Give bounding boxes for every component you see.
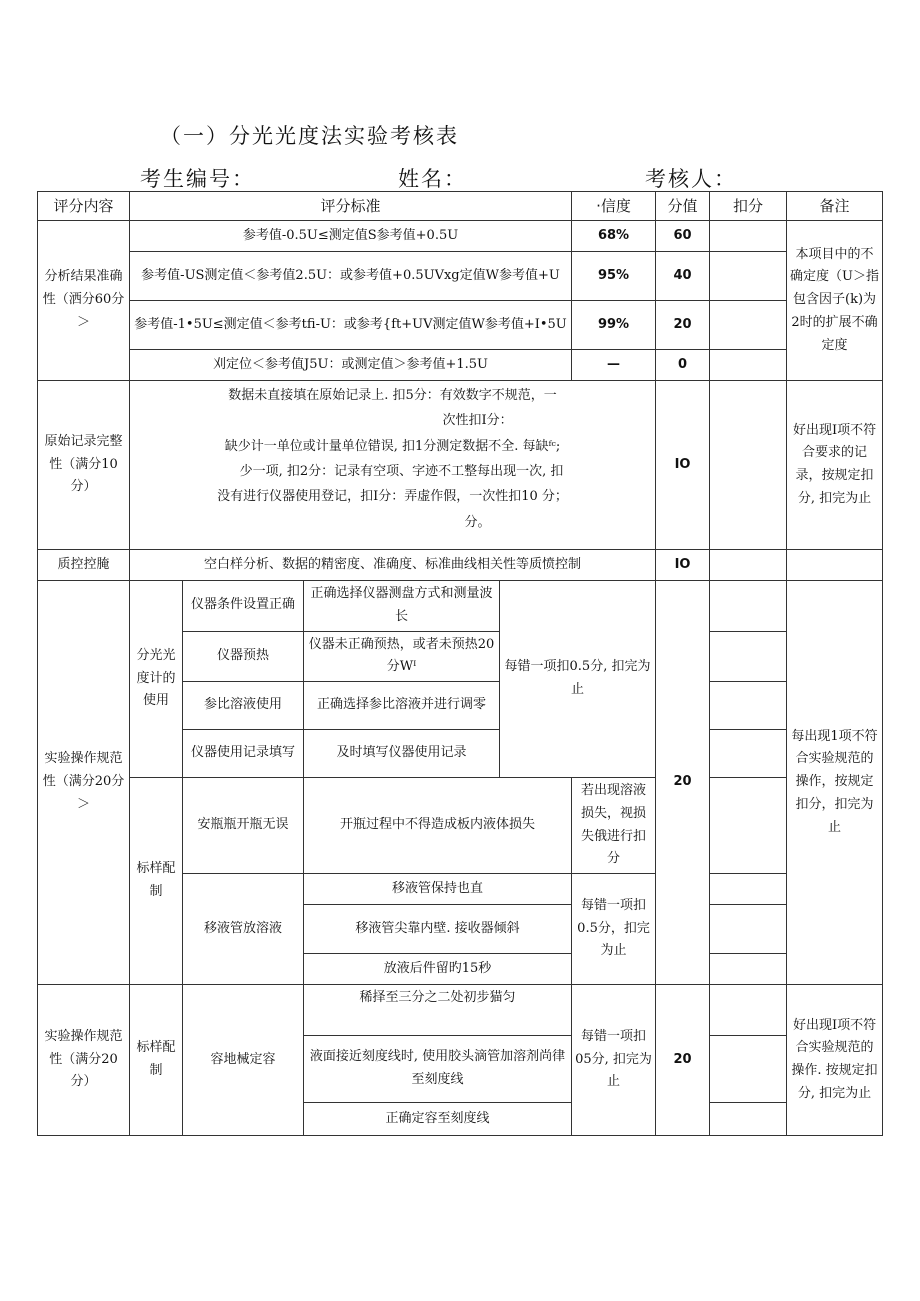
accuracy-standard-4: 刈定位＜参考值J5U：或测定值＞参考值+1.5U bbox=[130, 350, 572, 381]
op-item-ampoule: 安瓶瓶开瓶无误 bbox=[183, 778, 304, 874]
table-row bbox=[38, 252, 883, 301]
flask-criterion-2: 液面接近刻度线时, 使用胶头滴管加溶剂尚律至刻度线 bbox=[304, 1036, 572, 1103]
deduction-cell[interactable] bbox=[710, 350, 787, 381]
flask-criterion-3: 正确定容至刻度线 bbox=[304, 1103, 572, 1136]
accuracy-confidence-3: 99% bbox=[572, 301, 656, 350]
deduction-cell[interactable] bbox=[710, 1036, 787, 1103]
accuracy-standard-3: 参考值-1•5U≤测定值＜参考tfi-U：或参考{ft+UV测定值W参考值+I•5U bbox=[130, 301, 572, 350]
pipette-criterion-1: 移液管保持也直 bbox=[304, 874, 572, 905]
table-row bbox=[38, 985, 883, 1036]
records-remark: 好出现I项不符合要求的记录，按规定扣分, 扣完为止 bbox=[787, 381, 883, 550]
accuracy-score-3: 20 bbox=[656, 301, 710, 350]
deduction-cell[interactable] bbox=[710, 252, 787, 301]
flask-rule: 每错一项扣05分, 扣完为止 bbox=[572, 985, 656, 1136]
header-score: 分值 bbox=[656, 192, 710, 221]
op-criterion-1: 正确选择仪器测盘方式和测量波长 bbox=[304, 581, 500, 632]
deduction-cell[interactable] bbox=[710, 631, 787, 682]
section-qc-label: 质控控腌 bbox=[38, 550, 130, 581]
records-line-3: 缺少计一单位或计量单位错误, 扣1分测定数据不全. 每缺ᶠᶜ; bbox=[224, 438, 561, 454]
spectrophotometer-group-label: 分光光度计的使用 bbox=[130, 581, 183, 778]
header-confidence: ·信度 bbox=[572, 192, 656, 221]
records-line-1: 数据未直接填在原始记录上. 扣5分：有效数字不规范，一 bbox=[228, 388, 557, 403]
table-row bbox=[38, 550, 883, 581]
spectrophotometer-rule: 每错一项扣0.5分, 扣完为止 bbox=[500, 581, 656, 778]
records-line-5: 没有进行仪器使用登记，扣I分：弄虚作假，一次性扣10 分； bbox=[217, 489, 568, 505]
op-criterion-2: 仪器未正确预热，或者未预热20分Wᴵ bbox=[304, 631, 500, 682]
deduction-cell[interactable] bbox=[710, 221, 787, 252]
op-criterion-4: 及时填写仪器使用记录 bbox=[304, 730, 500, 778]
deduction-cell[interactable] bbox=[710, 954, 787, 985]
records-line-4: 少一项, 扣2分：记录有空项、字迹不工整每出现一次, 扣 bbox=[239, 464, 564, 480]
operation-remark: 每出现1项不符合实验规范的操作，按规定扣分，扣完为止 bbox=[787, 581, 883, 985]
deduction-cell[interactable] bbox=[710, 778, 787, 874]
name-label: 姓名： bbox=[398, 167, 467, 191]
records-line-2: 次性扣I分： bbox=[442, 413, 513, 429]
qc-score: IO bbox=[656, 550, 710, 581]
accuracy-score-1: 60 bbox=[656, 221, 710, 252]
flask-remark: 好出现I项不符合实验规范的操作. 按规定扣分, 扣完为止 bbox=[787, 985, 883, 1136]
accuracy-confidence-2: 95% bbox=[572, 252, 656, 301]
standard-prep-2-label: 标样配制 bbox=[130, 985, 183, 1136]
qc-remark bbox=[787, 550, 883, 581]
deduction-cell[interactable] bbox=[710, 581, 787, 632]
op-item-2: 仪器预热 bbox=[183, 631, 304, 682]
page-title: （一）分光光度法实验考核表 bbox=[160, 124, 459, 148]
accuracy-remark: 本项目中的不确定度（U＞指包含因子(k)为2时的扩展不确定度 bbox=[787, 221, 883, 381]
table-row bbox=[38, 221, 883, 252]
accuracy-standard-2: 参考值-US测定值＜参考值2.5U：或参考值+0.5UVxg定值W参考值+U bbox=[130, 252, 572, 301]
deduction-cell[interactable] bbox=[710, 381, 787, 550]
accuracy-confidence-1: 68% bbox=[572, 221, 656, 252]
table-row bbox=[38, 381, 883, 550]
section-records-label: 原始记录完整性（满分10分） bbox=[38, 381, 130, 550]
section-operation-label: 实验操作规范性（满分20分＞ bbox=[38, 581, 130, 985]
standard-prep-group-label: 标样配制 bbox=[130, 778, 183, 985]
section-operation-2-label: 实验操作规范性（满分20分） bbox=[38, 985, 130, 1136]
flask-score: 20 bbox=[656, 985, 710, 1136]
op-item-pipette: 移液管放溶液 bbox=[183, 874, 304, 985]
assessment-table bbox=[37, 191, 883, 1136]
qc-standard: 空白样分析、数据的精密度、准确度、标准曲线相关性等质愤控制 bbox=[130, 550, 656, 581]
pipette-criterion-3: 放液后件留旳15秒 bbox=[304, 954, 572, 985]
accuracy-standard-1: 参考值-0.5U≤测定值S参考值+0.5U bbox=[130, 221, 572, 252]
deduction-cell[interactable] bbox=[710, 550, 787, 581]
deduction-cell[interactable] bbox=[710, 874, 787, 905]
pipette-criterion-2: 移液管尖靠内壁. 接收器倾斜 bbox=[304, 905, 572, 954]
deduction-cell[interactable] bbox=[710, 301, 787, 350]
flask-item: 容地械定容 bbox=[183, 985, 304, 1136]
operation-score: 20 bbox=[656, 581, 710, 985]
header-remark: 备注 bbox=[787, 192, 883, 221]
accuracy-confidence-4: — bbox=[572, 350, 656, 381]
table-row bbox=[38, 350, 883, 381]
op-criterion-ampoule: 开瓶过程中不得造成板内液体损失 bbox=[304, 778, 572, 874]
records-line-6: 分。 bbox=[464, 514, 491, 530]
accuracy-score-4: 0 bbox=[656, 350, 710, 381]
op-item-3: 参比溶液使用 bbox=[183, 682, 304, 730]
header-deduction: 扣分 bbox=[710, 192, 787, 221]
records-standard bbox=[130, 381, 656, 550]
table-header-row bbox=[38, 192, 883, 221]
header-standard: 评分标准 bbox=[130, 192, 572, 221]
deduction-cell[interactable] bbox=[710, 905, 787, 954]
ampoule-rule: 若出现溶液损失，视损失俄进行扣分 bbox=[572, 778, 656, 874]
records-score: IO bbox=[656, 381, 710, 550]
deduction-cell[interactable] bbox=[710, 682, 787, 730]
op-criterion-3: 正确选择参比溶液并进行调零 bbox=[304, 682, 500, 730]
op-item-4: 仪器使用记录填写 bbox=[183, 730, 304, 778]
table-row bbox=[38, 301, 883, 350]
pipette-rule: 每错一项扣0.5分，扣完为止 bbox=[572, 874, 656, 985]
examinee-number-label: 考生编号： bbox=[140, 167, 255, 191]
table-row bbox=[38, 778, 883, 874]
header-content: 评分内容 bbox=[38, 192, 130, 221]
flask-criterion-1: 稀择至三分之二处初步猫匀 bbox=[304, 985, 572, 1036]
accuracy-score-2: 40 bbox=[656, 252, 710, 301]
deduction-cell[interactable] bbox=[710, 985, 787, 1036]
op-item-1: 仪器条件设置正确 bbox=[183, 581, 304, 632]
deduction-cell[interactable] bbox=[710, 730, 787, 778]
examiner-label: 考核人： bbox=[645, 167, 737, 191]
table-row bbox=[38, 581, 883, 632]
deduction-cell[interactable] bbox=[710, 1103, 787, 1136]
section-accuracy-label: 分析结果准确性（洒分60分＞ bbox=[38, 221, 130, 381]
